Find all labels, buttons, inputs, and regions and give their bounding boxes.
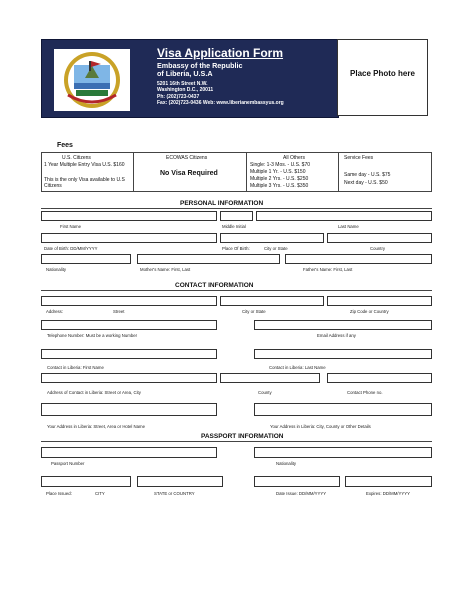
section-divider — [41, 208, 432, 209]
embassy-name — [157, 62, 277, 78]
address-street-field[interactable] — [41, 296, 217, 306]
contact-last-name-field[interactable] — [254, 349, 432, 359]
address-line-2: Washington D.C., 20011 — [157, 87, 214, 94]
zip-label: Zip Code or Country — [350, 309, 389, 314]
contact-phone-label: Contact Phone no. — [347, 390, 383, 395]
service-fees-heading: Service Fees — [344, 155, 374, 161]
place-issued-label: Place Issued: — [46, 491, 72, 496]
expires-label: Expires: DD/MM/YYYY — [366, 491, 410, 496]
fees-title: Fees — [57, 142, 73, 149]
fees-divider — [338, 152, 339, 192]
service-fee-row: Same day - U.S. $75 — [344, 172, 391, 178]
city-state-label: City or State — [242, 309, 266, 314]
your-address-label: Your Address in Liberia: Street, Area or Hotel Name — [47, 424, 146, 429]
contact-last-label: Contact in Liberia: Last Name — [269, 365, 326, 370]
birth-country-field[interactable] — [327, 233, 432, 243]
ecowas-heading: ECOWAS Citizens — [166, 155, 208, 161]
nationality-label: Nationality — [46, 267, 67, 272]
middle-initial-field[interactable] — [220, 211, 253, 221]
contact-address-field[interactable] — [41, 373, 217, 383]
section-divider — [41, 441, 432, 442]
address-label: Address: — [46, 309, 63, 314]
contact-address-label: Address of Contact in Liberia: Street or Area, City — [47, 390, 141, 395]
middle-initial-label: Middle Initial — [222, 224, 246, 229]
mothers-name-label: Mother's Name: First, Last — [140, 267, 191, 272]
passport-number-field[interactable] — [41, 447, 217, 458]
first-name-label: First Name — [60, 224, 82, 229]
first-name-field[interactable] — [41, 211, 217, 221]
embassy-address — [157, 81, 284, 106]
fax-web-line: Fax: (202)723-0436 Web: www.liberianembassyus.org — [157, 99, 284, 106]
expires-field[interactable] — [345, 476, 432, 487]
all-others-row: Multiple 3 Yrs. - U.S. $350 — [250, 183, 309, 189]
last-name-label: Last Name — [338, 224, 359, 229]
date-issue-field[interactable] — [254, 476, 340, 487]
dob-field[interactable] — [41, 233, 217, 243]
ecowas-text: No Visa Required — [160, 170, 218, 177]
contact-first-label: Contact in Liberia: First Name — [47, 365, 104, 370]
contact-phone-field[interactable] — [327, 373, 432, 383]
email-field[interactable] — [254, 320, 432, 330]
address-line-1: 5201 16th Street N.W. — [157, 81, 208, 87]
section-contact: CONTACT INFORMATION — [175, 282, 254, 289]
mothers-name-field[interactable] — [137, 254, 280, 264]
place-of-birth-field[interactable] — [220, 233, 324, 243]
passport-nationality-label: Nationality — [276, 461, 297, 466]
embassy-seal — [54, 49, 130, 111]
last-name-field[interactable] — [256, 211, 432, 221]
dob-label: Date of Birth: DD/MM/YYYY — [44, 246, 98, 251]
us-citizens-line: Citizens — [44, 183, 62, 189]
nationality-field[interactable] — [41, 254, 131, 264]
county-field[interactable] — [220, 373, 320, 383]
email-label: Email Address if any — [317, 333, 356, 338]
all-others-row: Multiple 1 Yr. - U.S. $150 — [250, 169, 306, 175]
place-issued-country-field[interactable] — [137, 476, 223, 487]
fathers-name-field[interactable] — [285, 254, 432, 264]
place-issued-city-field[interactable] — [41, 476, 131, 487]
section-passport: PASSPORT INFORMATION — [201, 433, 284, 440]
telephone-label: Telephone Number: Must be a working Number — [47, 333, 138, 338]
city-state-label: City or State — [264, 246, 288, 251]
date-issue-label: Date Issue: DD/MM/YYYY — [276, 491, 327, 496]
county-label: County — [258, 390, 272, 395]
fees-divider — [133, 152, 134, 192]
section-divider — [41, 290, 432, 291]
all-others-row: Single: 1-3 Mos. - U.S. $70 — [250, 162, 311, 168]
service-fee-row: Next day - U.S. $50 — [344, 180, 388, 186]
us-citizens-line: 1 Year Multiple Entry Visa U.S. $160 — [44, 162, 125, 168]
your-address-street-field[interactable] — [41, 403, 217, 416]
embassy-line-1: Embassy of the Republic — [157, 61, 243, 70]
telephone-field[interactable] — [41, 320, 217, 330]
state-country-label: STATE or COUNTRY — [154, 491, 195, 496]
place-of-birth-label: Place Of Birth: — [222, 246, 250, 251]
all-others-heading: All Others — [283, 155, 305, 161]
your-address-city-field[interactable] — [254, 403, 432, 416]
photo-placeholder: Place Photo here — [350, 69, 415, 78]
passport-number-label: Passport Number — [51, 461, 85, 466]
embassy-line-2: of Liberia, U.S.A — [157, 69, 213, 78]
fees-divider — [246, 152, 247, 192]
form-title: Visa Application Form — [157, 46, 284, 60]
us-citizens-heading: U.S. Citizens — [62, 155, 91, 161]
address-zip-field[interactable] — [327, 296, 432, 306]
address-city-field[interactable] — [220, 296, 324, 306]
all-others-row: Multiple 2 Yrs. - U.S. $250 — [250, 176, 309, 182]
fathers-name-label: Father's Name: First, Last — [303, 267, 353, 272]
city-label: CITY — [95, 491, 105, 496]
section-personal: PERSONAL INFORMATION — [180, 200, 264, 207]
street-label: Street — [113, 309, 125, 314]
seal-icon — [54, 49, 130, 111]
your-address-2-label: Your Address in Liberia: City, County or Other Details — [270, 424, 371, 429]
country-label: Country — [370, 246, 386, 251]
passport-nationality-field[interactable] — [254, 447, 432, 458]
phone-line: Ph: (202)723-0437 — [157, 93, 200, 100]
us-citizens-line: This is the only Visa available to U.S — [44, 177, 125, 183]
contact-first-name-field[interactable] — [41, 349, 217, 359]
